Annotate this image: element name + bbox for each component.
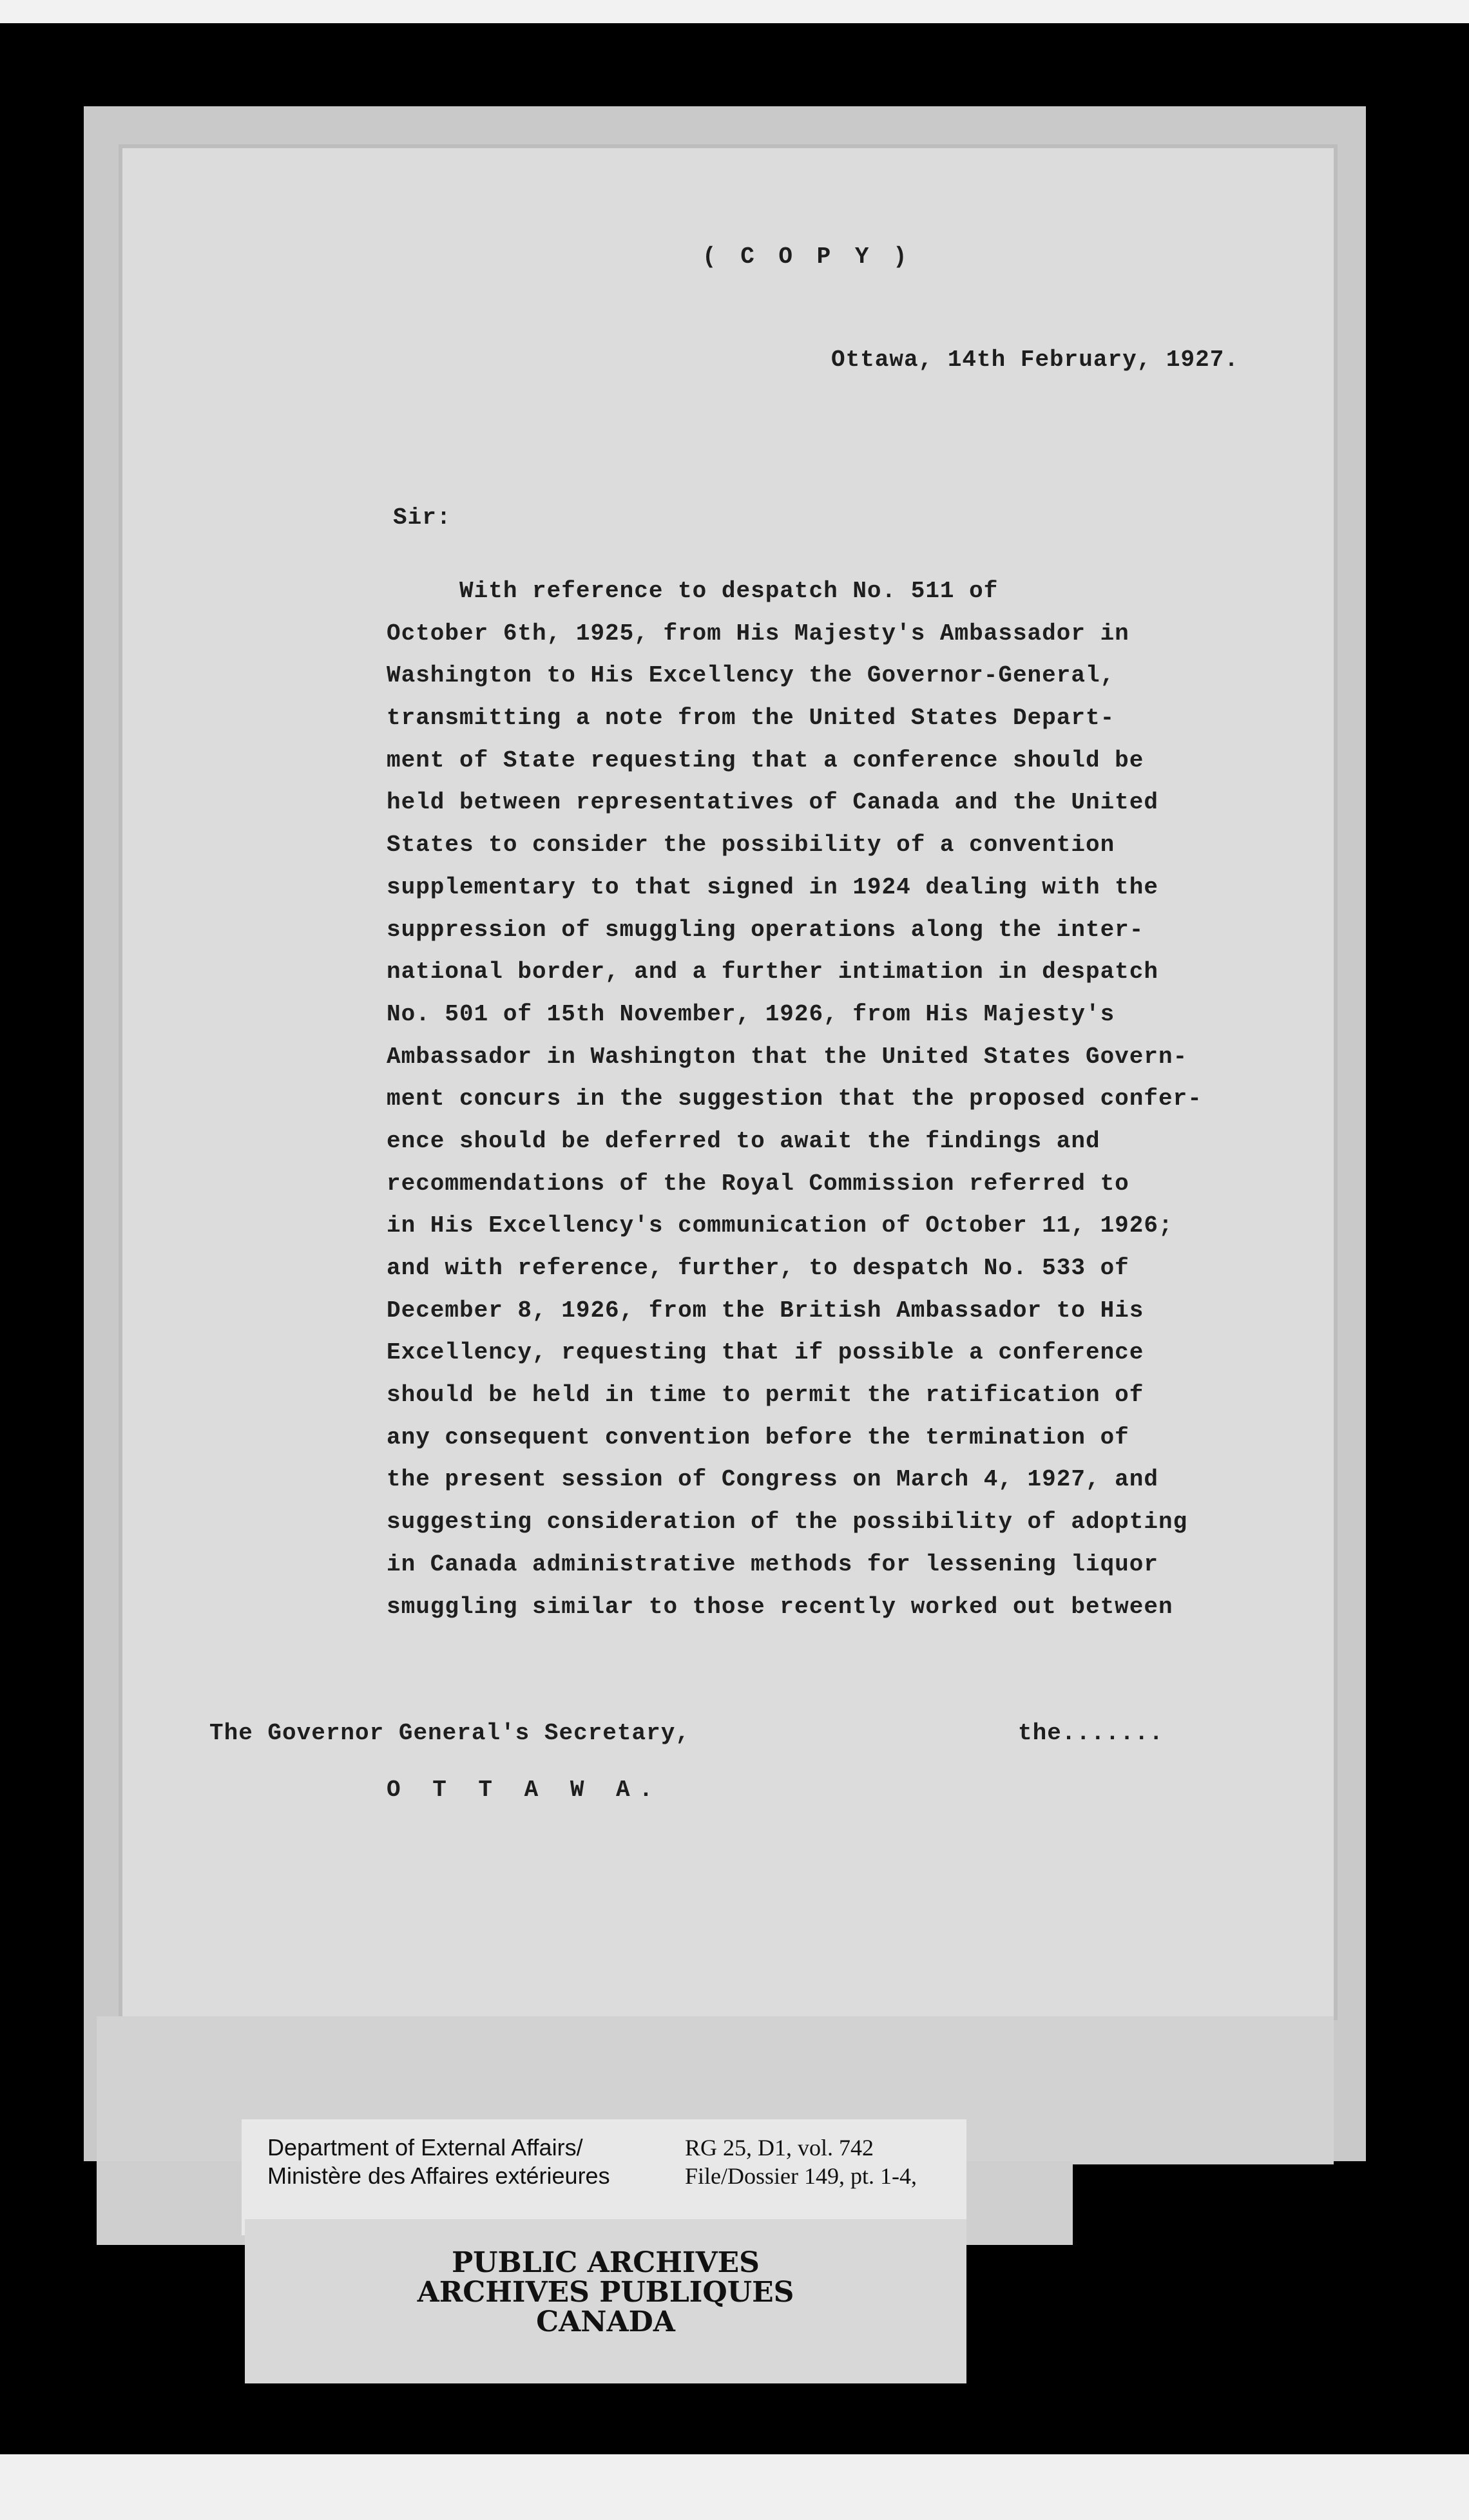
- body-line: in Canada administrative methods for lessening liquor: [387, 1551, 1158, 1578]
- body-line: December 8, 1926, from the British Ambassador to His: [387, 1297, 1144, 1324]
- body-line: With reference to despatch No. 511 of: [387, 578, 999, 604]
- archives-stamp-line-french: ARCHIVES PUBLIQUES: [417, 2276, 794, 2309]
- body-line: national border, and a further intimation in despatch: [387, 959, 1158, 986]
- addressee-city: O T T A W A.: [387, 1777, 662, 1803]
- body-line: suggesting consideration of the possibility of adopting: [387, 1509, 1188, 1536]
- body-line: held between representatives of Canada and the United: [387, 789, 1158, 816]
- body-line: ment of State requesting that a conference should be: [387, 747, 1144, 774]
- body-line: in His Excellency's communication of October 11, 1926;: [387, 1212, 1173, 1239]
- body-line: Washington to His Excellency the Governor-General,: [387, 662, 1115, 689]
- archives-stamp-line-country: CANADA: [536, 2305, 675, 2338]
- department-french: Ministère des Affaires extérieures: [267, 2162, 610, 2189]
- body-line: States to consider the possibility of a convention: [387, 832, 1115, 859]
- addressee: The Governor General's Secretary,: [209, 1720, 690, 1746]
- body-line: ence should be deferred to await the findings and: [387, 1127, 1100, 1154]
- file-reference: File/Dossier 149, pt. 1-4,: [685, 2163, 917, 2189]
- dateline: Ottawa, 14th February, 1927.: [831, 347, 1239, 373]
- body-line: transmitting a note from the United States Depart-: [387, 705, 1115, 732]
- body-line: the present session of Congress on March 4, 1927, and: [387, 1466, 1158, 1493]
- body-line: smuggling similar to those recently worked out between: [387, 1593, 1173, 1620]
- body-line: should be held in time to permit the ratification of: [387, 1382, 1144, 1409]
- top-film-edge: [0, 0, 1469, 23]
- body-line: any consequent convention before the termination of: [387, 1424, 1129, 1451]
- body-line: Ambassador in Washington that the United States Govern-: [387, 1043, 1188, 1070]
- archives-stamp-line-english: PUBLIC ARCHIVES: [452, 2246, 760, 2279]
- letter-body: [387, 578, 1224, 1636]
- body-line: recommendations of the Royal Commission referred to: [387, 1170, 1129, 1197]
- body-line: supplementary to that signed in 1924 dealing with the: [387, 873, 1158, 901]
- body-line: suppression of smuggling operations along the inter-: [387, 916, 1144, 943]
- body-line: and with reference, further, to despatch No. 533 of: [387, 1255, 1129, 1281]
- copy-mark: ( C O P Y ): [702, 243, 912, 270]
- bottom-film-edge: [0, 2454, 1469, 2520]
- record-group-reference: RG 25, D1, vol. 742: [685, 2135, 874, 2161]
- department-english: Department of External Affairs/: [267, 2134, 583, 2161]
- body-line: No. 501 of 15th November, 1926, from His Majesty's: [387, 1000, 1115, 1027]
- body-line: Excellency, requesting that if possible a conference: [387, 1339, 1144, 1366]
- salutation: Sir:: [393, 504, 452, 531]
- body-line: October 6th, 1925, from His Majesty's Ambassador in: [387, 620, 1129, 647]
- body-line: ment concurs in the suggestion that the proposed confer-: [387, 1085, 1202, 1112]
- continuation-catchword: the.......: [1018, 1720, 1164, 1746]
